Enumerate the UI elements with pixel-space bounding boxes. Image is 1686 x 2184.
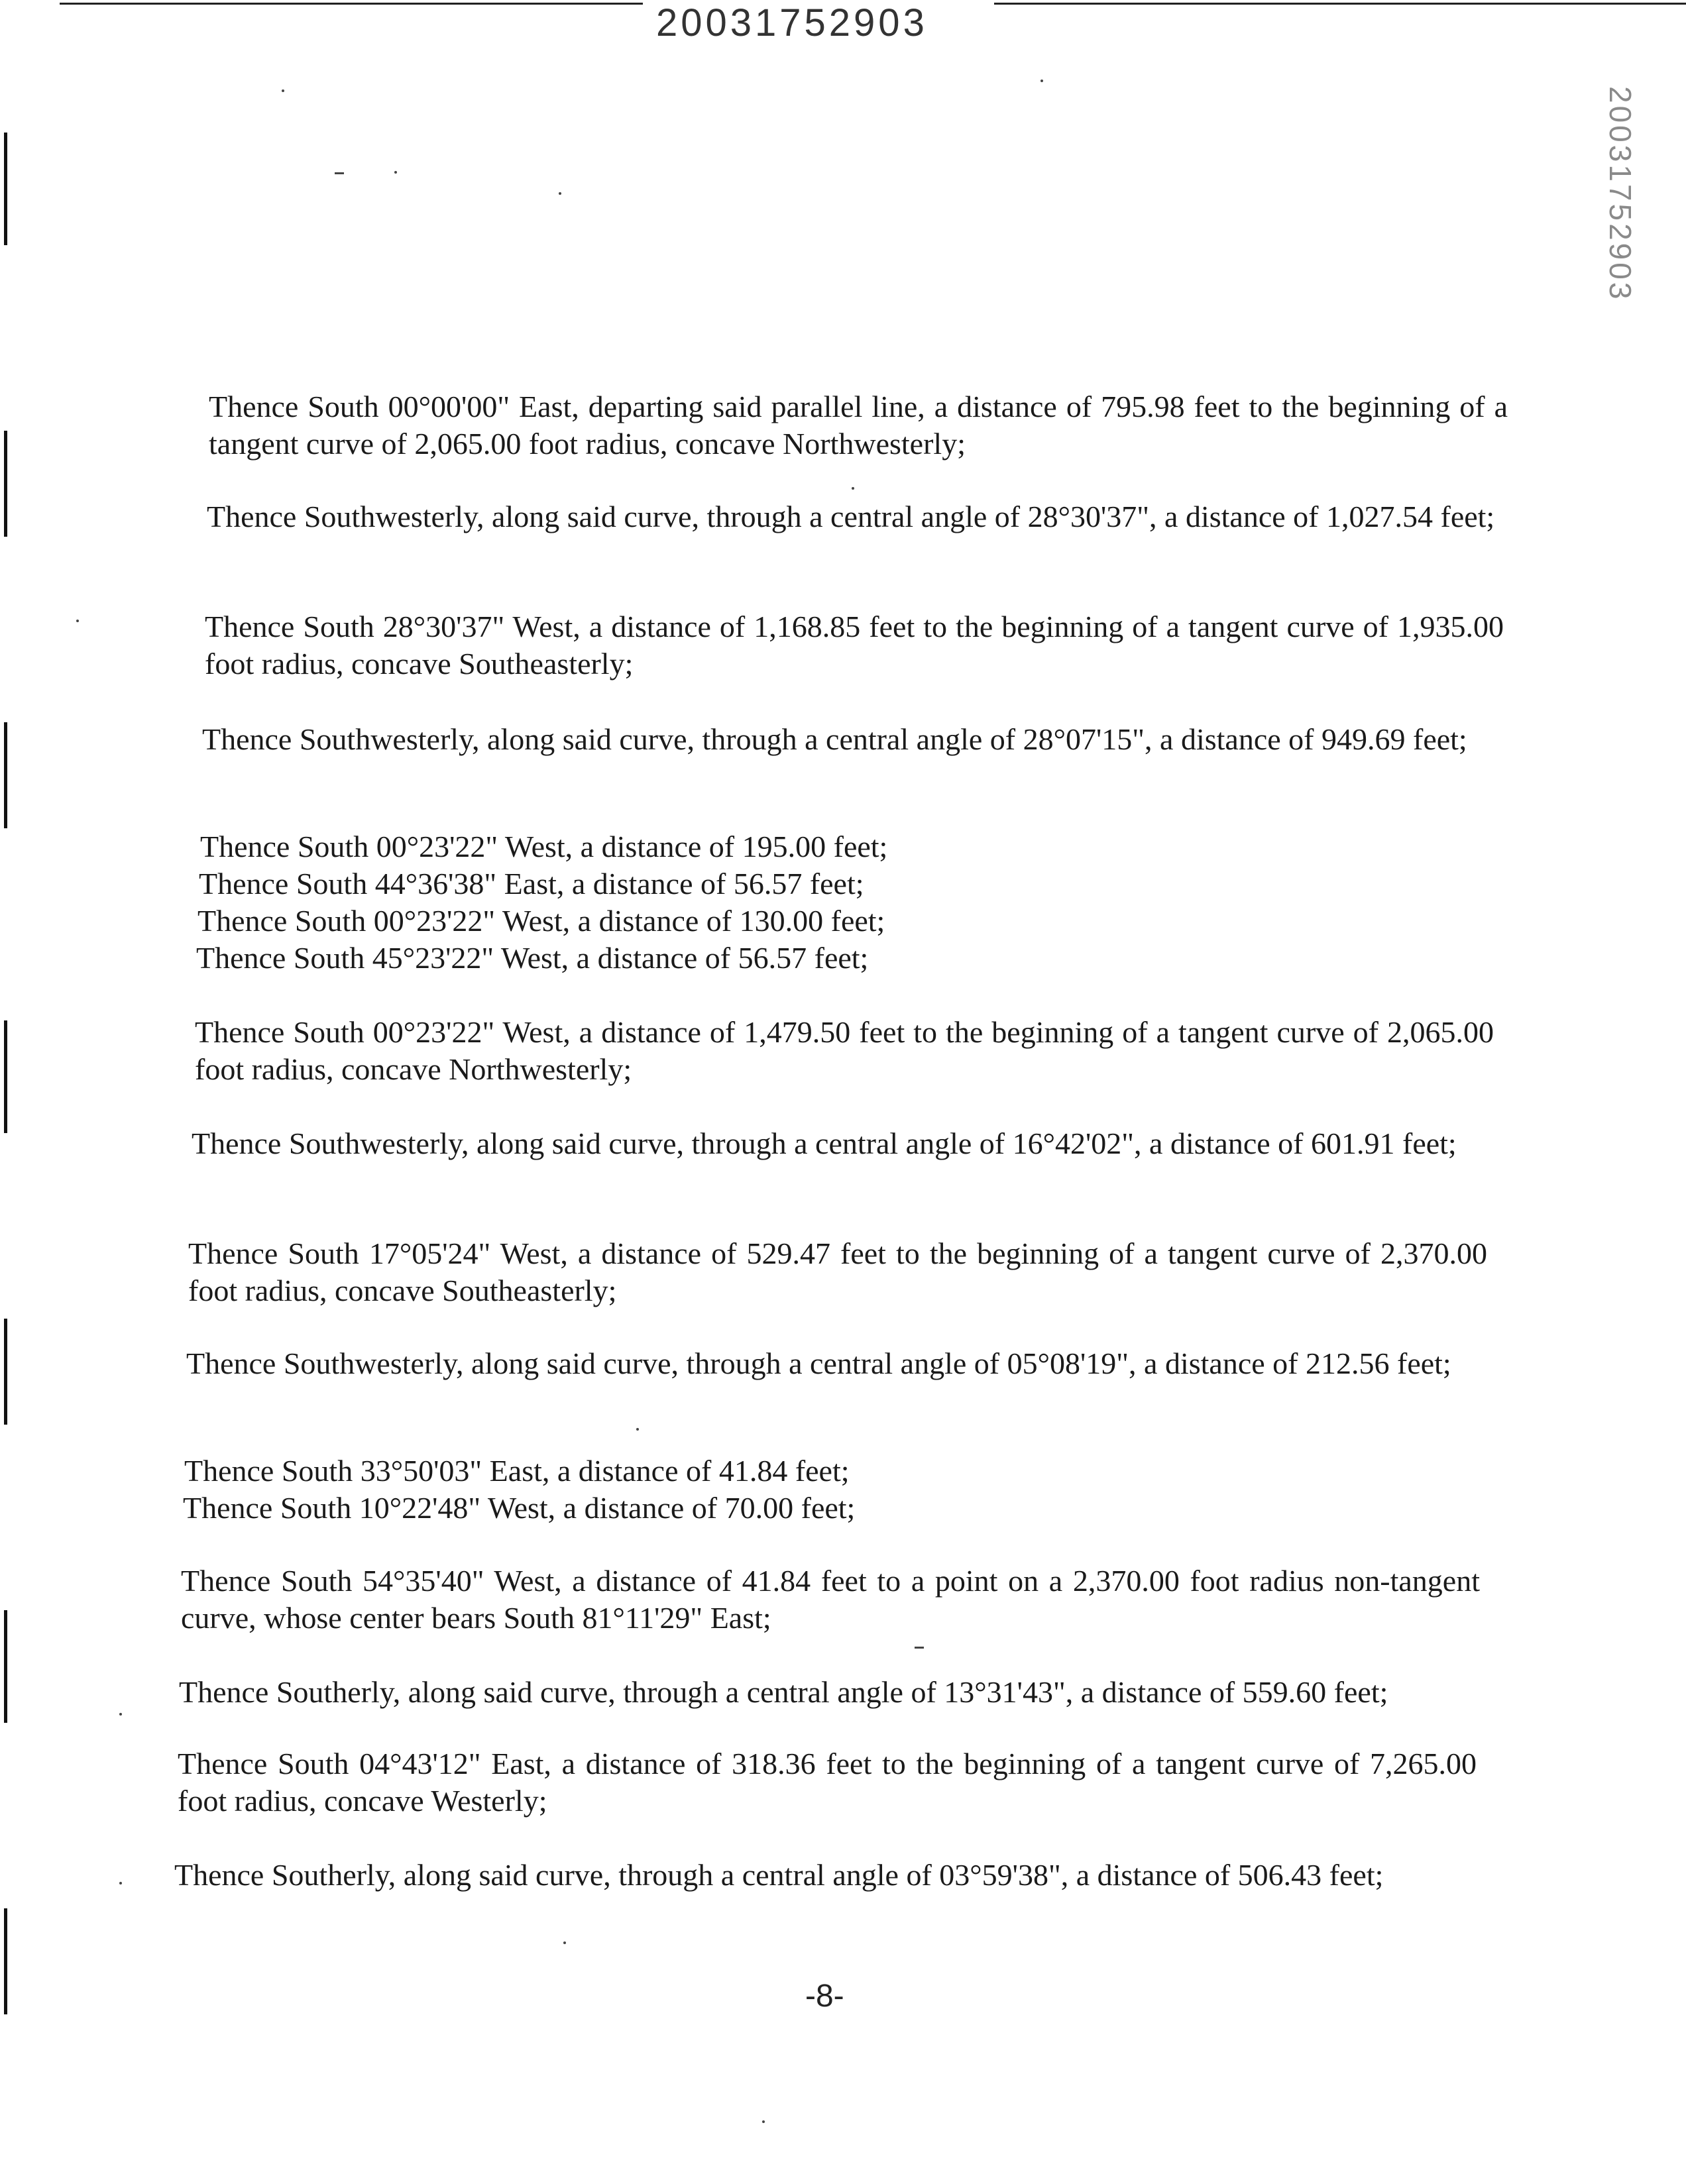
paragraph: Thence South 54°35'40" West, a distance of 41.84 feet to a point on a 2,370.00 foot radius non-tangent curve, whose center bears South 81°11'29" East; — [181, 1564, 1480, 1635]
scan-edge-mark — [4, 1319, 7, 1425]
scan-speck — [762, 2120, 765, 2123]
paragraph: Thence Southwesterly, along said curve, through a central angle of 28°07'15", a distance of 949.69 feet; — [202, 722, 1467, 756]
paragraph: Thence South 04°43'12" East, a distance of 318.36 feet to the beginning of a tangent curve of 7,265.00 foot radius, concave Westerly; — [178, 1747, 1477, 1818]
scan-edge-mark — [4, 431, 7, 537]
scan-edge-mark — [4, 1610, 7, 1723]
paragraph: Thence Southwesterly, along said curve, through a central angle of 16°42'02", a distance of 601.91 feet; — [192, 1126, 1457, 1160]
paragraph: Thence South 28°30'37" West, a distance of 1,168.85 feet to the beginning of a tangent curve of 1,935.00 foot radius, concave Southeasterly; — [205, 610, 1504, 681]
paragraph-line: Thence Southerly, along said curve, through a central angle of 13°31'43", a distance of 559.60 feet; — [179, 1675, 1388, 1709]
scan-speck — [563, 1941, 566, 1944]
paragraph-line: Thence South 00°23'22" West, a distance of 130.00 feet; — [197, 904, 885, 938]
scan-speck — [852, 487, 854, 490]
scan-speck — [119, 1713, 122, 1716]
scan-speck — [119, 1882, 122, 1884]
top-rule-right — [994, 3, 1686, 5]
scan-edge-mark — [4, 1908, 7, 2014]
top-rule-left — [60, 3, 643, 5]
scan-dash — [915, 1647, 924, 1649]
scan-edge-mark — [4, 133, 7, 245]
page-number: -8- — [805, 1979, 844, 2014]
scan-dash — [335, 172, 344, 174]
scan-speck — [76, 620, 79, 622]
paragraph: Thence South 00°00'00" East, departing said parallel line, a distance of 795.98 feet to the beginning of a tangent curve of 2,065.00 foot radius, concave Northwesterly; — [209, 390, 1508, 461]
scan-speck — [282, 89, 284, 92]
scan-speck — [394, 171, 397, 174]
scan-speck — [636, 1428, 639, 1431]
scan-speck — [559, 192, 561, 195]
scan-edge-mark — [4, 722, 7, 828]
paragraph: Thence Southwesterly, along said curve, through a central angle of 05°08'19", a distance of 212.56 feet; — [186, 1346, 1451, 1380]
paragraph-line: Thence South 44°36'38" East, a distance of 56.57 feet; — [199, 867, 864, 901]
paragraph: Thence South 17°05'24" West, a distance of 529.47 feet to the beginning of a tangent curve of 2,370.00 foot radius, concave Southeasterly; — [188, 1236, 1487, 1307]
scan-edge-mark — [4, 1020, 7, 1133]
paragraph-line: Thence South 45°23'22" West, a distance of 56.57 feet; — [196, 941, 869, 975]
paragraph-line: Thence South 10°22'48" West, a distance of 70.00 feet; — [183, 1491, 856, 1525]
paragraph-line: Thence Southerly, along said curve, through a central angle of 03°59'38", a distance of 506.43 feet; — [174, 1858, 1384, 1892]
scan-speck — [1040, 80, 1043, 82]
paragraph-line: Thence South 00°23'22" West, a distance of 195.00 feet; — [200, 830, 888, 863]
paragraph: Thence South 00°23'22" West, a distance of 1,479.50 feet to the beginning of a tangent curve of 2,065.00 foot radius, concave Northwesterly; — [195, 1015, 1494, 1086]
document-number: 20031752903 — [656, 1, 928, 44]
side-stamp: 20031752903 — [1603, 86, 1638, 302]
paragraph: Thence Southwesterly, along said curve, through a central angle of 28°30'37", a distance of 1,027.54 feet; — [207, 500, 1495, 533]
paragraph-line: Thence South 33°50'03" East, a distance of 41.84 feet; — [184, 1454, 850, 1488]
